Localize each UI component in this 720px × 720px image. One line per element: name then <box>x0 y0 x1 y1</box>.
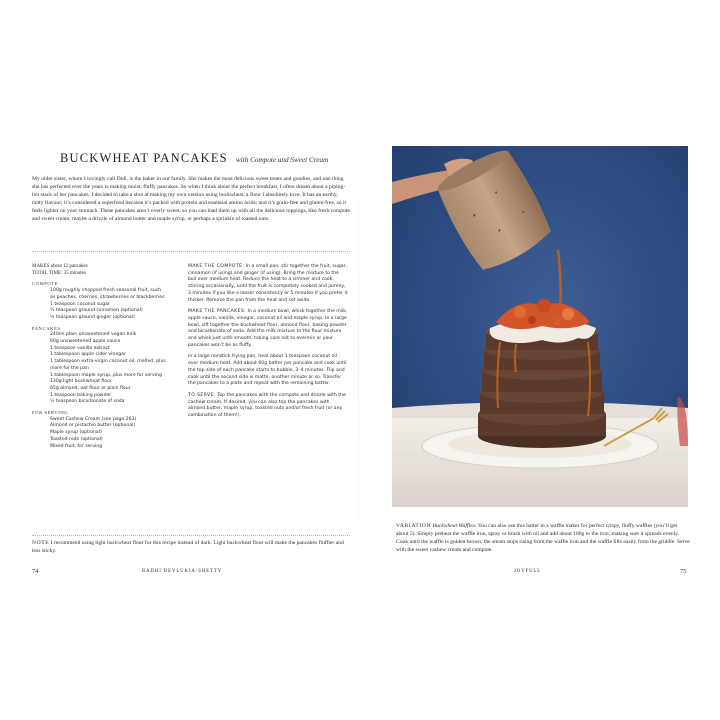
ingredient-item: 1 tablespoon maple syrup, plus more for serving <box>50 372 162 378</box>
compote-heading: COMPOTE <box>32 281 59 287</box>
step-text: In a small pan, stir together the fruit, sugar, cinnamon (if using) and ginger (if using). Bring the mixture to the boil over medium heat. Reduce the heat to a simmer and cook, stirring occasionally, until the fruit is completely cooked and jammy, 3 minutes if you like a looser consistency or 5 minutes if you prefer it thicker. Remove the pan from the heat and set aside. <box>188 264 348 303</box>
step-text: Top the pancakes with the compote and drizzle with the cashew cream. If desired, you can also top the pancakes with almond butter, maple syrup, toasted nuts and/or fresh fruit (or any combination of them!). <box>188 392 346 419</box>
variation-title: Buckwheat Waffles: <box>432 523 477 529</box>
note-text: I recommend using light buckwheat flour for this recipe instead of dark. Light buckwheat flour will make the pancakes fluffier and less sticky. <box>32 540 344 554</box>
page-number-right: 75 <box>680 568 687 575</box>
running-head-author: RADHI DEVLUKIA-SHETTY <box>142 569 223 574</box>
yield-line: MAKES about 12 pancakes <box>32 264 88 269</box>
method-step <box>188 393 348 420</box>
book-gutter <box>358 130 359 590</box>
right-page <box>366 0 696 720</box>
intro-paragraph: My older sister, whom I lovingly call Didi, is the baker in our family. She makes the most delicious sweet treats and goodies, and one thing she has perfected over the years is making moist, fluffy pancakes. So when I think about the perfect breakfast, I often dream about a piping-hot stack of her pancakes. I decided to take a shot at making my own version using buckwheat, a flour I absolutely love. It has an earthy, nutty flavour; it’s considered a superfood because it’s packed with protein and essential amino acids; and it’s grain-free and gluten-free, so it feels lighter on your stomach. These pancakes aren’t overly sweet, so you can load them up with all the delicious toppings, like fresh compote and sweet cream, maybe a drizzle of almond butter and maple syrup, or perhaps a sprinkle of toasted nuts. <box>32 176 350 222</box>
step-text: In a large nonstick frying pan, heat about 1 teaspoon coconut oil over medium heat. Add about 60g batter per pancake and cook until the top side of each pancake starts to bubble, 3–4 minutes. Flip and cook until the second side is matte, another minute or so. Transfer the pancakes to a plate and repeat with the remaining batter. <box>188 354 347 387</box>
ingredient-item: 1 teaspoon vanilla extract <box>50 345 110 351</box>
recipe-title-row <box>60 147 350 166</box>
method-step <box>188 354 348 388</box>
ingredient-item: ¼ teaspoon ground ginger (optional) <box>50 314 135 320</box>
serving-item: Sweet Cashew Cream (see page 263) <box>50 416 137 422</box>
step-label: MAKE THE PANCAKES: <box>188 309 247 315</box>
serving-item: Mixed fruit, for serving <box>50 443 103 449</box>
ingredient-item: 1 tablespoon apple cider vinegar <box>50 352 126 358</box>
serving-item: Maple syrup (optional) <box>50 430 102 436</box>
running-head-book: JOYFULL <box>514 569 542 574</box>
note-label: NOTE <box>32 540 50 546</box>
variation-note <box>396 523 690 555</box>
ingredient-item: 1 tablespoon extra-virgin coconut oil, melted, plus more for the pan <box>50 359 166 371</box>
ingredient-item: 100g roughly chopped fresh seasonal fruit, such as peaches, cherries, strawberries or blackberries <box>50 288 165 300</box>
step-text: In a medium bowl, whisk together the milk, apple sauce, vanilla, vinegar, coconut oil and maple syrup. In a large bowl, sift together the buckwheat flour, almond flour, baking powder and bicarbonate of soda. Add the milk mixture to the flour mixture and whisk just until smooth, taking care not to overmix or your pancakes won’t be as fluffy. <box>188 309 348 348</box>
step-label: TO SERVE: <box>188 392 216 398</box>
compote-ingredient-list <box>32 288 190 322</box>
pancake-stack-photo <box>392 146 688 507</box>
serving-item: Almond or pistachio butter (optional) <box>50 423 136 429</box>
section-divider <box>32 251 350 252</box>
photo-illustration <box>392 146 688 507</box>
page-number-left: 74 <box>32 568 39 575</box>
ingredient-item: 65g almond, oat flour or plain flour <box>50 385 131 391</box>
left-page <box>24 0 354 720</box>
pancakes-heading: PANCAKES <box>32 325 61 331</box>
serving-item: Toasted nuts (optional) <box>50 436 103 442</box>
serving-list <box>32 417 190 451</box>
variation-text: You can also use this batter in a waffle maker for perfect crispy, fluffy waffles (you’ll get about 5). Simply preheat the waffle iron, spray or brush with oil and add about 180g to the iron, making sure it spreads evenly. Cook until the waffle is golden brown, the steam stops rising from the waffle iron and the waffle lifts easily from the griddle. Serve with the sweet cashew cream and compote. <box>396 523 690 553</box>
step-label: MAKE THE COMPOTE: <box>188 264 245 269</box>
recipe-subtitle: with Compote and Sweet Cream <box>235 156 329 164</box>
method-step <box>188 264 348 304</box>
ingredient-item: ¼ teaspoon ground cinnamon (optional) <box>50 308 143 314</box>
recipe-note <box>32 540 350 556</box>
ingredients-column <box>32 264 190 450</box>
ingredient-item: 240ml plain unsweetened vegan milk <box>50 332 137 338</box>
variation-label: VARIATION <box>396 523 432 529</box>
ingredient-item: 60g unsweetened apple sauce <box>50 339 121 345</box>
serving-heading: FOR SERVING <box>32 410 69 416</box>
note-divider <box>32 535 350 536</box>
method-column <box>188 264 348 425</box>
ingredient-item: ½ teaspoon bicarbonate of soda <box>50 399 125 405</box>
ingredient-item: 1 teaspoon coconut sugar <box>50 301 110 307</box>
ingredient-item: 1 teaspoon baking powder <box>50 392 112 398</box>
ingredient-item: 130g light buckwheat flour <box>50 379 112 385</box>
total-time-line: TOTAL TIME: 35 minutes <box>32 270 86 276</box>
method-step <box>188 309 348 349</box>
recipe-title: BUCKWHEAT PANCAKES <box>60 151 228 165</box>
pancake-ingredient-list <box>32 332 190 406</box>
